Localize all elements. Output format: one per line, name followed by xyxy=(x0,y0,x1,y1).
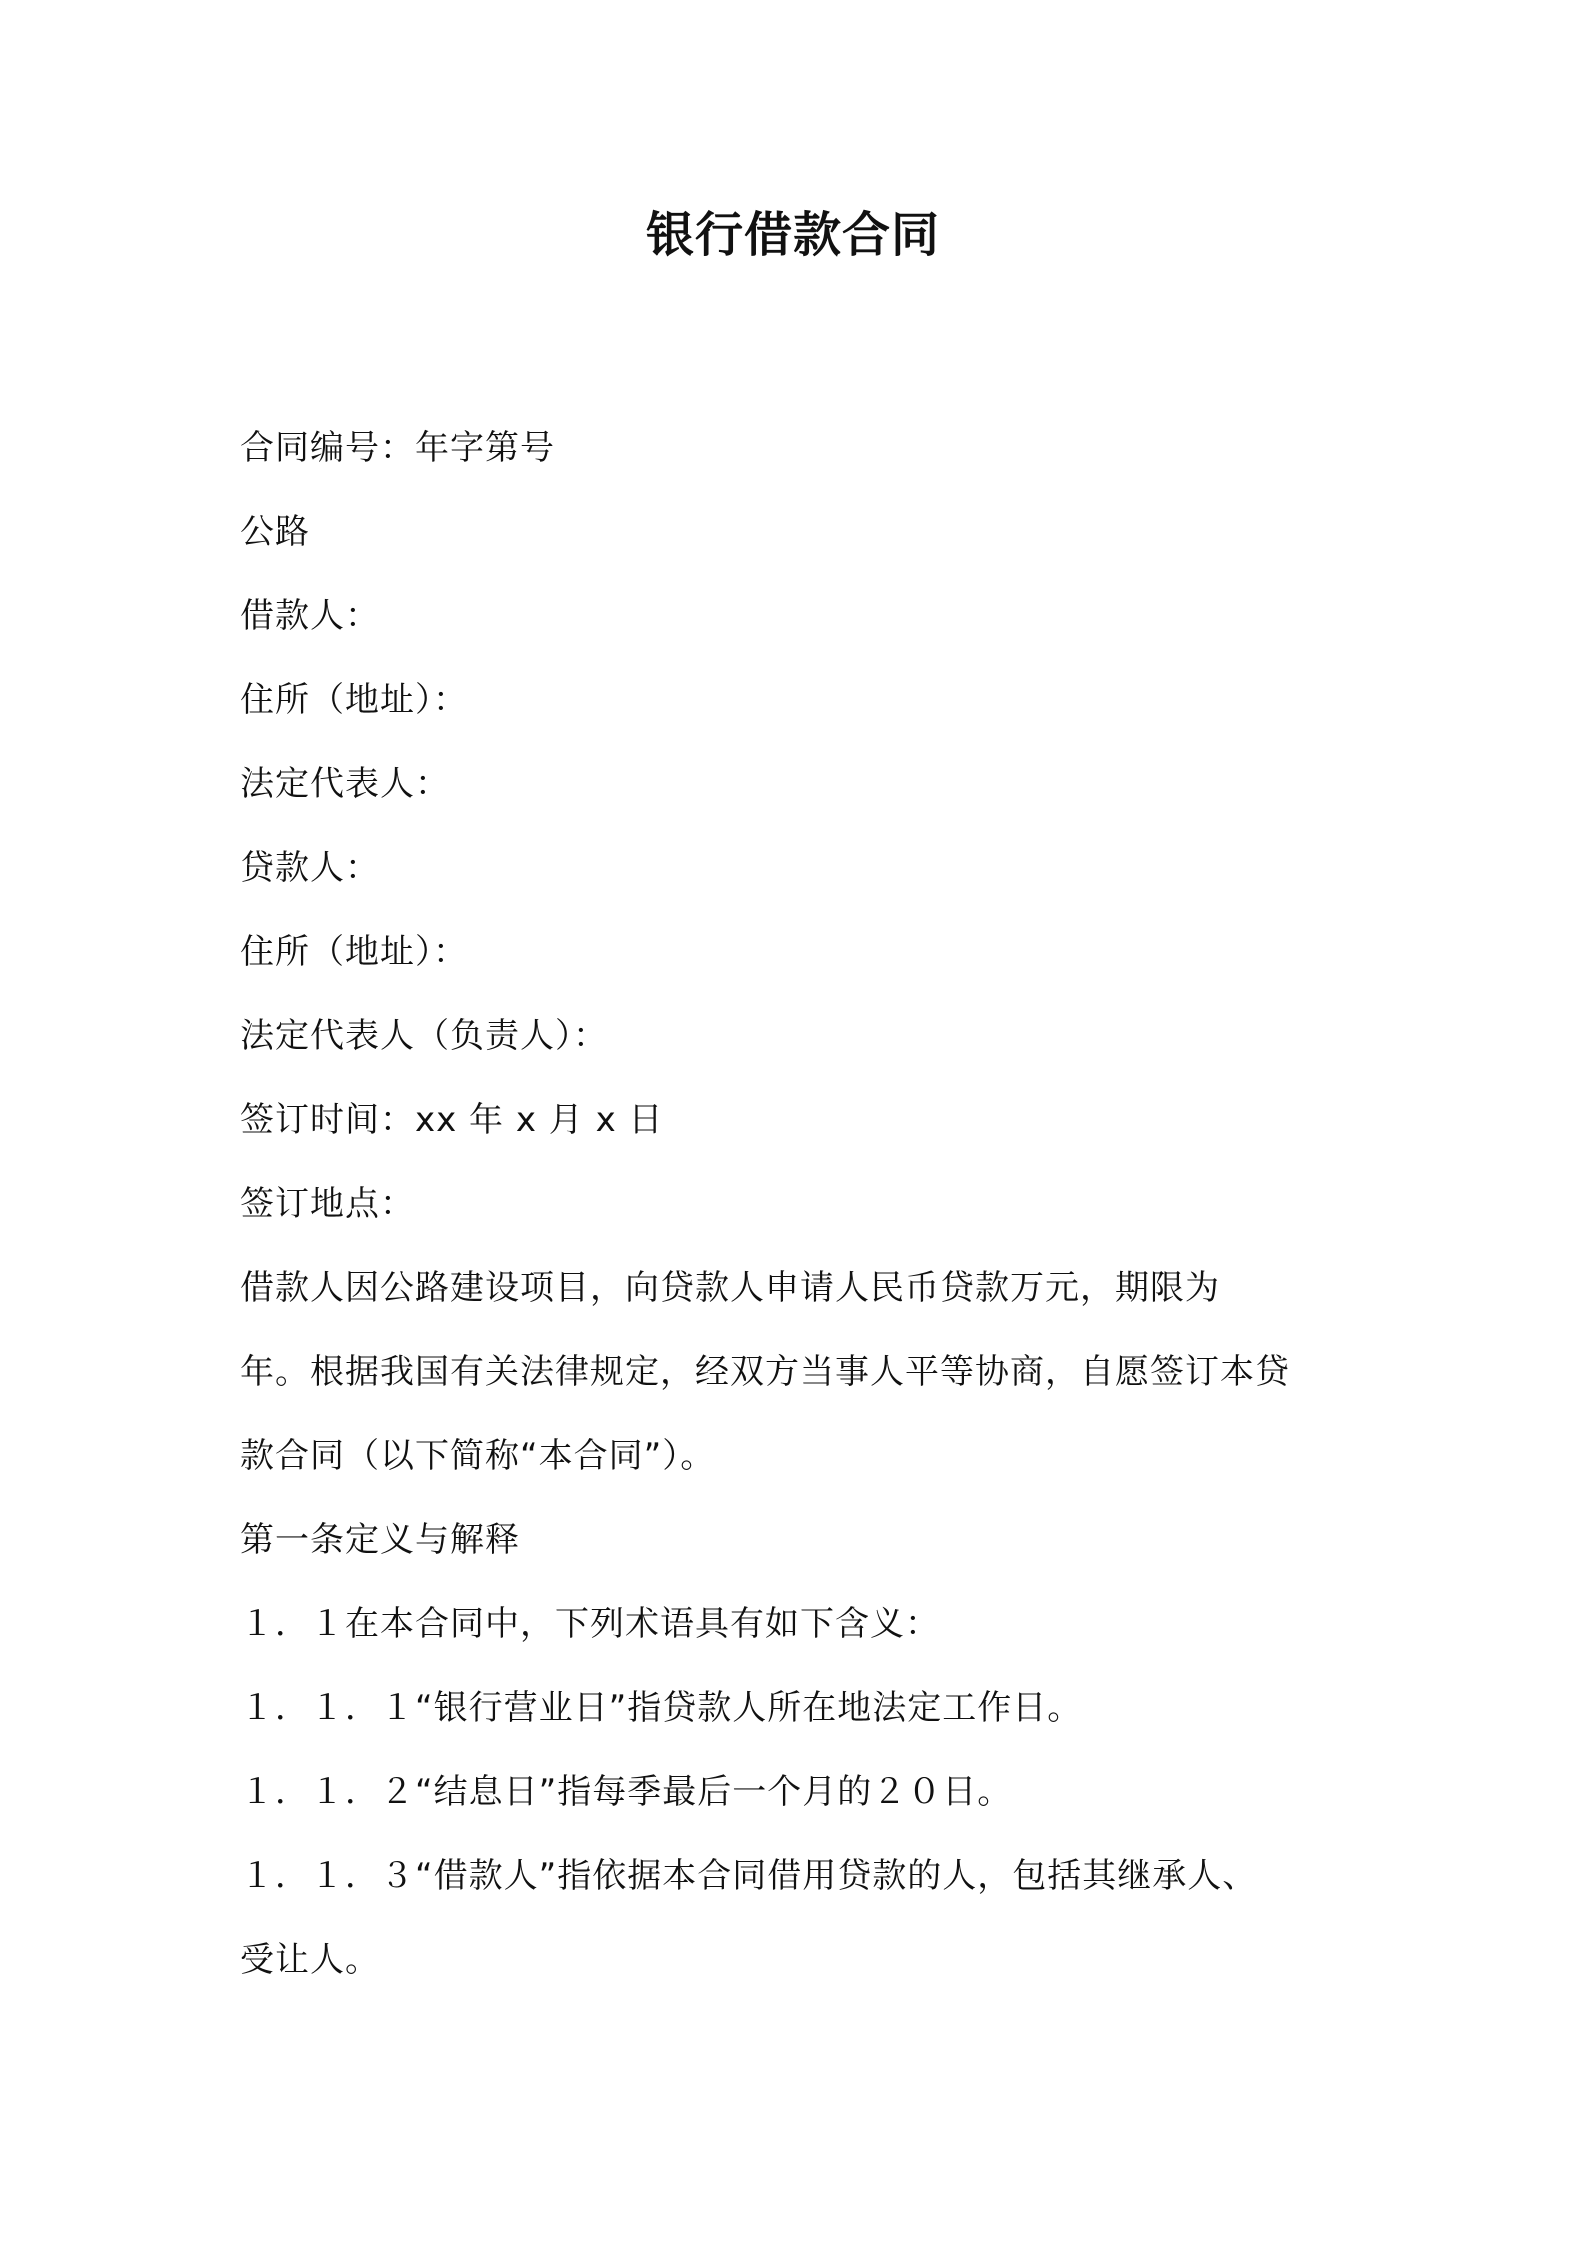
signing-date-line: 签订时间：xx 年 x 月 x 日 xyxy=(240,1100,664,1140)
document-body xyxy=(240,406,1360,2002)
lender-address-line: 住所（地址）： xyxy=(240,932,468,972)
preamble-line-2: 年。根据我国有关法律规定，经双方当事人平等协商，自愿签订本贷 xyxy=(240,1352,1290,1392)
clause-1-1-1: １．１．１“银行营业日”指贷款人所在地法定工作日。 xyxy=(240,1688,1083,1728)
clause-1-1: １．１在本合同中，下列术语具有如下含义： xyxy=(240,1604,940,1644)
borrower-legal-rep-line: 法定代表人： xyxy=(240,764,450,804)
clause-1-1-2: １．１．２“结息日”指每季最后一个月的２０日。 xyxy=(240,1772,1013,1812)
signing-place-line: 签订地点： xyxy=(240,1184,415,1224)
clause-1-1-3-line-2: 受让人。 xyxy=(240,1940,380,1980)
borrower-address-line: 住所（地址）： xyxy=(240,680,468,720)
preamble-line-1: 借款人因公路建设项目，向贷款人申请人民币贷款万元，期限为 xyxy=(240,1268,1220,1308)
contract-number-line: 合同编号：年字第号 xyxy=(240,428,555,468)
lender-legal-rep-line: 法定代表人（负责人）： xyxy=(240,1016,608,1056)
article-1-heading: 第一条定义与解释 xyxy=(240,1520,520,1560)
project-type-line: 公路 xyxy=(240,512,310,552)
lender-line: 贷款人： xyxy=(240,848,380,888)
document-title: 银行借款合同 xyxy=(645,207,940,263)
borrower-line: 借款人： xyxy=(240,596,380,636)
preamble-line-3: 款合同（以下简称“本合同”）。 xyxy=(240,1436,716,1476)
clause-1-1-3-line-1: １．１．３“借款人”指依据本合同借用贷款的人，包括其继承人、 xyxy=(240,1856,1258,1896)
